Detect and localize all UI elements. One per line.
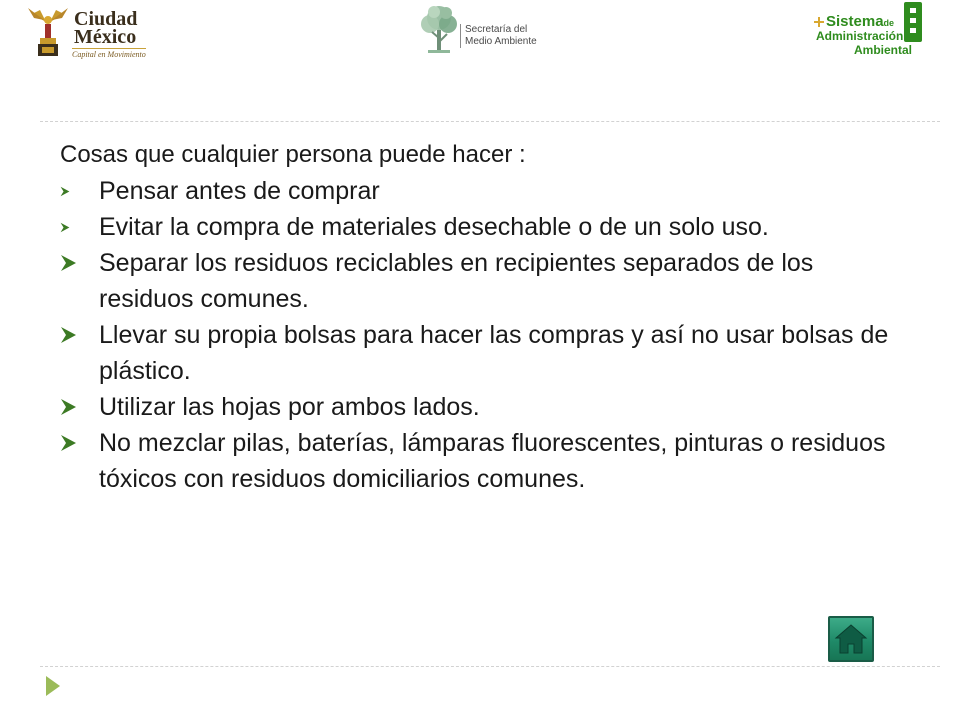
list-item-text: Llevar su propia bolsas para hacer las compras y así no usar bolsas de plástico. <box>99 321 889 385</box>
list-item-text: Utilizar las hojas por ambos lados. <box>99 393 480 421</box>
sma-logo-text: Secretaría del Medio Ambiente <box>460 24 537 48</box>
list-item <box>60 173 910 209</box>
arrowhead-bullet-icon <box>60 389 90 425</box>
list-item <box>60 317 910 389</box>
arrowhead-bullet-icon <box>60 209 90 245</box>
next-slide-icon <box>45 675 61 697</box>
list-item-text: Pensar antes de comprar <box>99 177 380 205</box>
saa-logo-line2: Administración <box>816 29 904 43</box>
list-item <box>60 209 910 245</box>
arrowhead-bullet-icon <box>60 173 90 209</box>
sistema-administracion-ambiental-logo <box>814 2 926 64</box>
ciudad-de-mexico-logo <box>26 4 156 62</box>
cdmx-logo-title: Ciudad México <box>74 8 138 48</box>
tree-icon <box>420 2 458 62</box>
list-item-text: No mezclar pilas, baterías, lámparas fluorescentes, pinturas o residuos tóxicos con residuos domiciliarios comunes. <box>99 429 886 493</box>
plus-icon <box>814 17 824 27</box>
arrowhead-bullet-icon <box>60 425 90 461</box>
home-icon <box>834 623 868 655</box>
arrowhead-bullet-icon <box>60 245 90 281</box>
intro-text: Cosas que cualquier persona puede hacer : <box>60 141 526 168</box>
home-button[interactable] <box>828 616 874 662</box>
top-divider <box>40 121 940 122</box>
building-icon <box>902 2 924 42</box>
bottom-divider <box>40 666 940 667</box>
cdmx-logo-subtitle: Capital en Movimiento <box>72 50 146 59</box>
angel-emblem-icon <box>26 4 70 60</box>
tips-list <box>60 173 910 497</box>
list-item <box>60 389 910 425</box>
saa-logo-line3: Ambiental <box>854 43 913 57</box>
secretaria-medio-ambiente-logo <box>420 2 540 64</box>
arrowhead-bullet-icon <box>60 317 90 353</box>
next-slide-button[interactable] <box>45 675 61 697</box>
list-item-text: Evitar la compra de materiales desechable o de un solo uso. <box>99 213 769 241</box>
saa-logo-line1: Sistemade <box>826 13 895 30</box>
list-item-text: Separar los residuos reciclables en recipientes separados de los residuos comunes. <box>99 249 814 313</box>
list-item <box>60 425 910 497</box>
slide-content <box>60 137 910 497</box>
list-item <box>60 245 910 317</box>
